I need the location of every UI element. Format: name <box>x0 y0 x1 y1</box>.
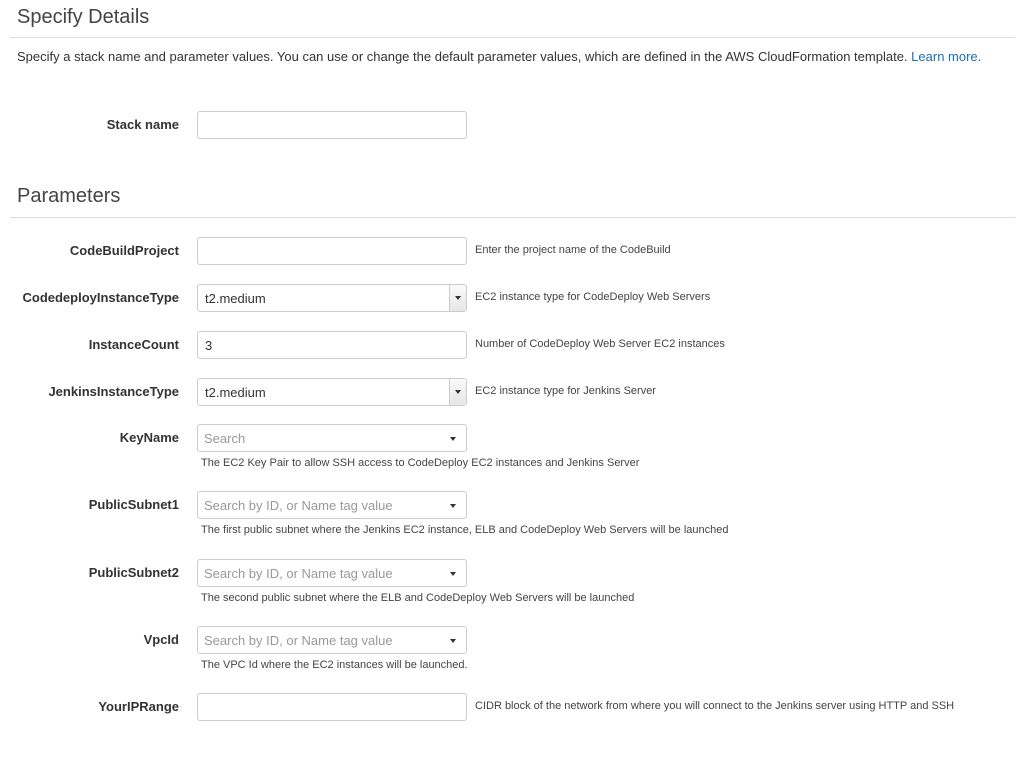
public-subnet-1-help: The first public subnet where the Jenkins EC2 instance, ELB and CodeDeploy Web Servers will be launched <box>201 524 729 536</box>
public-subnet-1-search-select[interactable] <box>197 491 467 519</box>
public-subnet-2-help: The second public subnet where the ELB and CodeDeploy Web Servers will be launched <box>201 592 635 604</box>
key-name-search-select[interactable] <box>197 424 467 452</box>
chevron-down-icon[interactable] <box>450 639 456 643</box>
stack-name-input[interactable] <box>197 111 467 139</box>
your-ip-range-input[interactable] <box>197 693 467 721</box>
codedeploy-instance-type-value: t2.medium <box>205 291 266 306</box>
your-ip-range-help: CIDR block of the network from where you will connect to the Jenkins server using HTTP and SSH <box>475 700 955 712</box>
jenkins-instance-type-label: JenkinsInstanceType <box>48 384 179 399</box>
public-subnet-2-placeholder: Search by ID, or Name tag value <box>204 566 393 581</box>
code-build-project-help: Enter the project name of the CodeBuild <box>475 244 671 256</box>
chevron-down-icon[interactable] <box>450 572 456 576</box>
instance-count-input[interactable] <box>197 331 467 359</box>
stack-name-label: Stack name <box>106 117 179 132</box>
public-subnet-2-row <box>0 558 1024 604</box>
your-ip-range-row <box>0 692 1024 722</box>
vpc-id-row <box>0 625 1024 671</box>
codedeploy-instance-type-label: CodedeployInstanceType <box>22 290 179 305</box>
instance-count-value: 3 <box>205 338 213 353</box>
stack-name-row <box>0 110 1024 140</box>
jenkins-instance-type-value: t2.medium <box>205 385 266 400</box>
public-subnet-2-search-select[interactable] <box>197 559 467 587</box>
codedeploy-instance-type-select[interactable] <box>197 284 467 312</box>
public-subnet-1-label: PublicSubnet1 <box>88 497 179 512</box>
public-subnet-1-row <box>0 490 1024 536</box>
key-name-help: The EC2 Key Pair to allow SSH access to CodeDeploy EC2 instances and Jenkins Server <box>201 457 640 469</box>
codedeploy-instance-type-row <box>0 283 1024 313</box>
vpc-id-help: The VPC Id where the EC2 instances will be launched. <box>201 659 468 671</box>
vpc-id-search-select[interactable] <box>197 626 467 654</box>
instance-count-row <box>0 330 1024 360</box>
chevron-down-icon <box>455 296 461 300</box>
jenkins-instance-type-help: EC2 instance type for Jenkins Server <box>475 385 656 397</box>
public-subnet-2-label: PublicSubnet2 <box>88 565 179 580</box>
key-name-row <box>0 423 1024 469</box>
jenkins-instance-type-dropdown-button[interactable] <box>449 379 466 405</box>
code-build-project-label: CodeBuildProject <box>69 243 179 258</box>
jenkins-instance-type-row <box>0 377 1024 407</box>
vpc-id-placeholder: Search by ID, or Name tag value <box>204 633 393 648</box>
public-subnet-1-placeholder: Search by ID, or Name tag value <box>204 498 393 513</box>
jenkins-instance-type-select[interactable] <box>197 378 467 406</box>
details-intro-text: Specify a stack name and parameter values. You can use or change the default parameter values, which are defined in the AWS CloudFormation template. <box>17 49 908 64</box>
instance-count-label: InstanceCount <box>88 337 179 352</box>
chevron-down-icon[interactable] <box>450 437 456 441</box>
chevron-down-icon[interactable] <box>450 504 456 508</box>
chevron-down-icon <box>455 390 461 394</box>
codedeploy-instance-type-dropdown-button[interactable] <box>449 285 466 311</box>
vpc-id-label: VpcId <box>143 632 179 647</box>
codedeploy-instance-type-help: EC2 instance type for CodeDeploy Web Servers <box>475 291 711 303</box>
key-name-placeholder: Search <box>204 431 246 446</box>
parameters-title: Parameters <box>17 185 121 207</box>
code-build-project-input[interactable] <box>197 237 467 265</box>
your-ip-range-label: YourIPRange <box>98 699 179 714</box>
details-title: Specify Details <box>17 6 150 28</box>
details-divider <box>10 37 1015 38</box>
key-name-label: KeyName <box>119 430 179 445</box>
code-build-project-row <box>0 236 1024 266</box>
details-intro <box>17 49 981 65</box>
learn-more-link[interactable]: Learn more. <box>911 49 982 64</box>
parameters-divider <box>10 217 1015 218</box>
instance-count-help: Number of CodeDeploy Web Server EC2 instances <box>475 338 725 350</box>
